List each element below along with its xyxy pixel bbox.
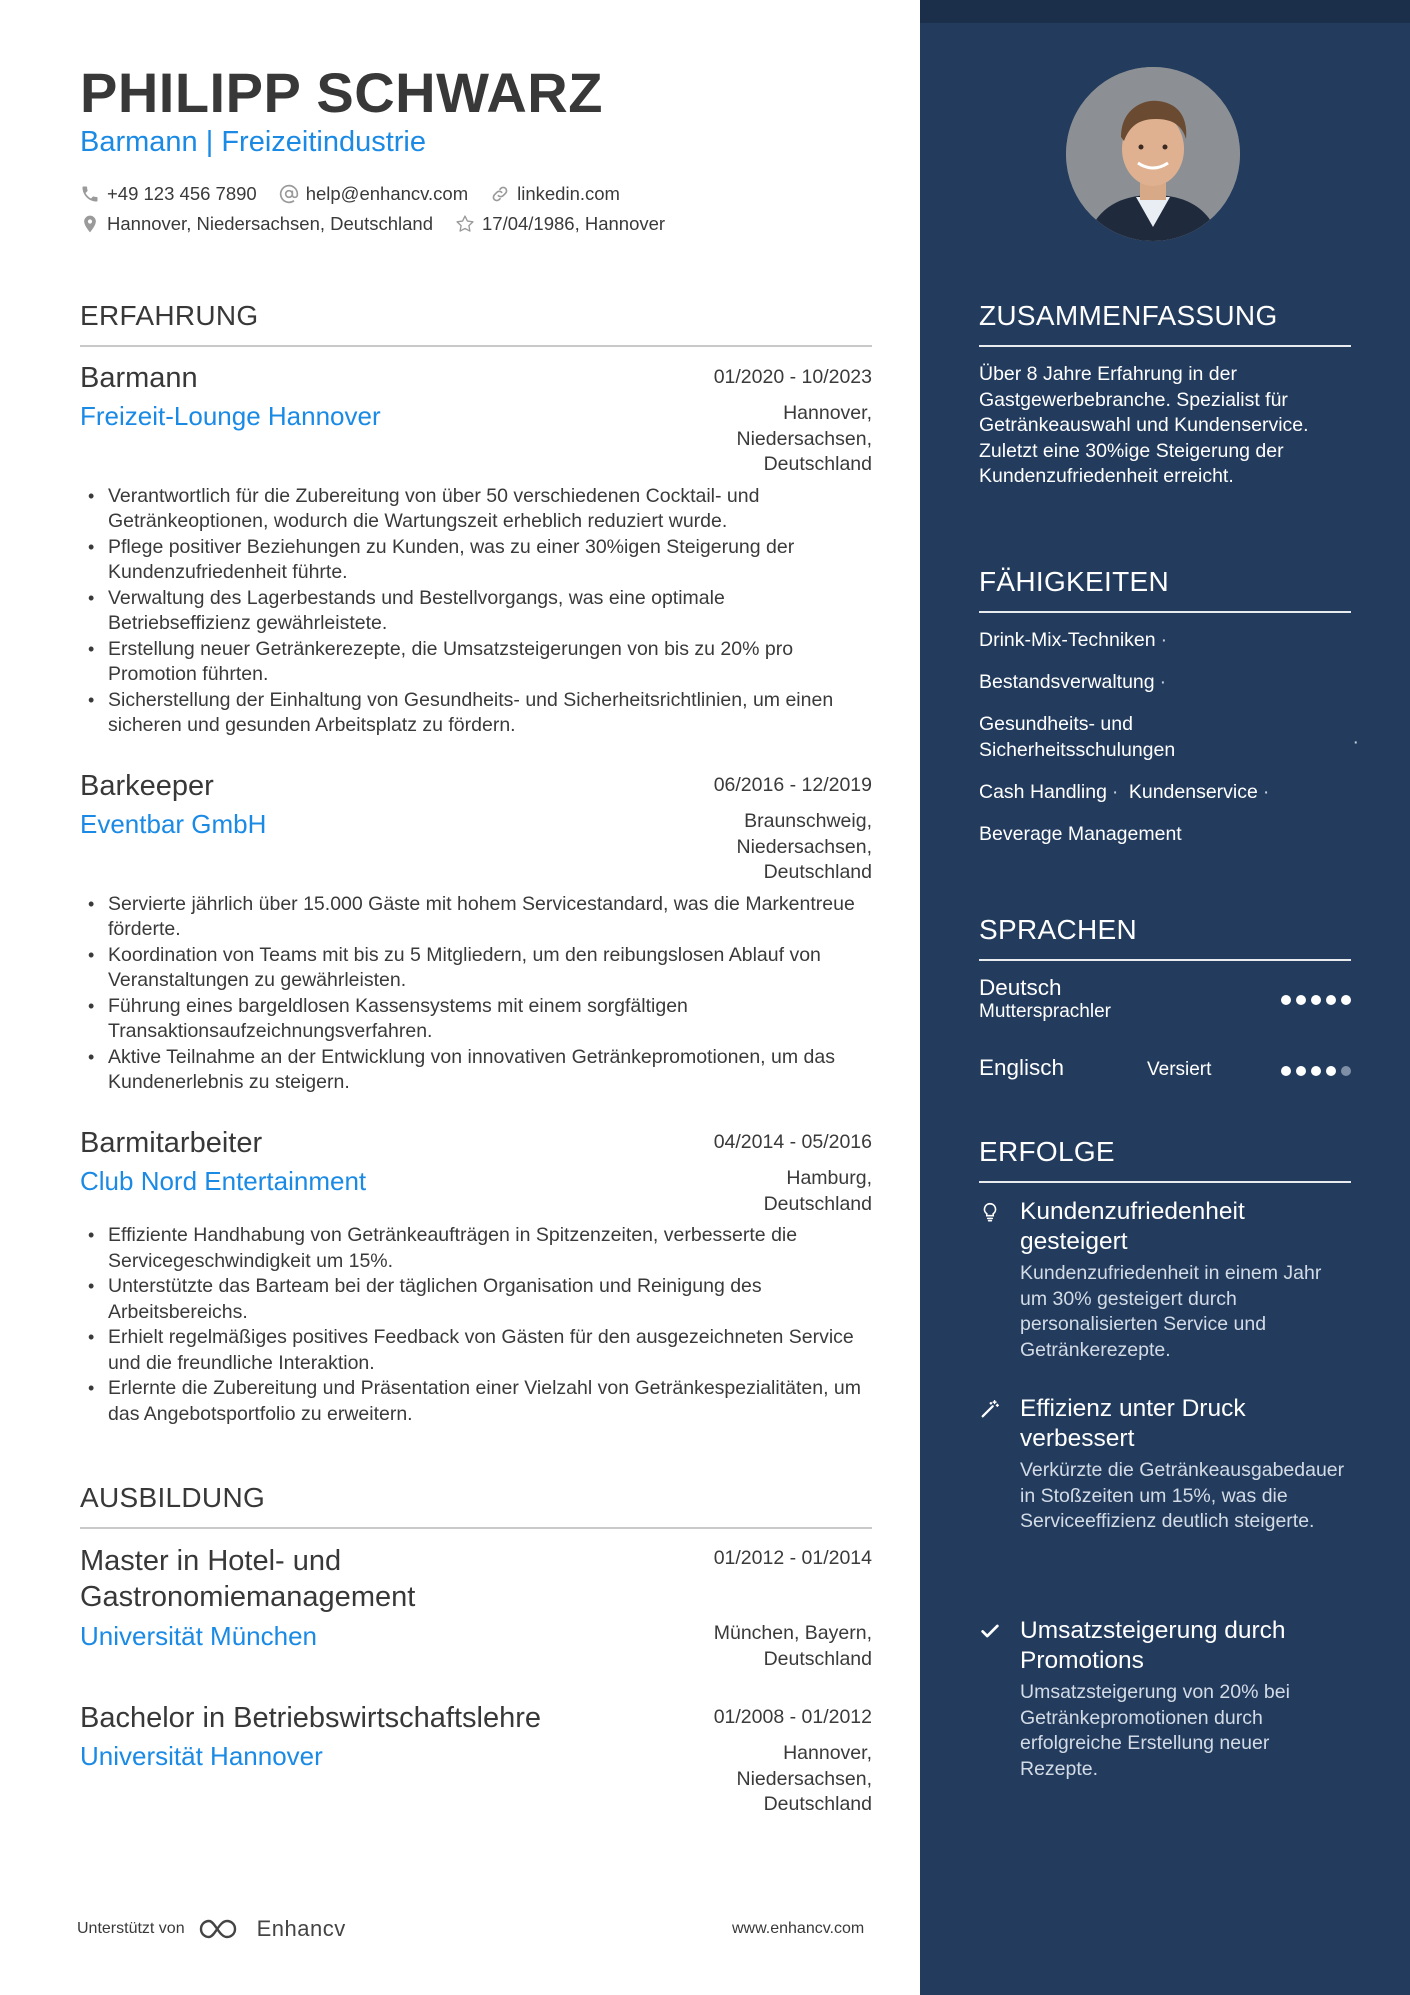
at-icon	[279, 184, 299, 204]
job-role: Barmann	[80, 362, 198, 394]
bullet-item: • Verwaltung des Lagerbestands und Bestellvorgangs, was eine optimale Betriebseffizienz gewährleistete.	[80, 586, 872, 637]
section-divider	[979, 611, 1351, 613]
job-bullets	[80, 484, 872, 739]
sidebar-top-bar	[920, 0, 1410, 23]
summary-text: Über 8 Jahre Erfahrung in der Gastgewerbebranche. Spezialist für Getränkeauswahl und Kundenservice. Zuletzt eine 30%ige Steigerung der Kundenzufriedenheit erreicht.	[979, 363, 1309, 487]
bullet-item: • Pflege positiver Beziehungen zu Kunden, was zu einer 30%igen Steigerung der Kundenzufriedenheit führte.	[80, 535, 872, 586]
achievement-text: Verkürzte die Getränkeausgabedauer in Stoßzeiten um 15%, was die Serviceeffizienz deutlich steigerte.	[1020, 1459, 1345, 1532]
job-date: 01/2020 - 10/2023	[713, 366, 872, 388]
achievement-text: Kundenzufriedenheit in einem Jahr um 30% gesteigert durch personalisierten Service und Getränkerezepte.	[1020, 1262, 1322, 1361]
section-title-achievements: ERFOLGE	[979, 1136, 1115, 1167]
rating-dot	[1326, 995, 1336, 1005]
link-icon	[490, 184, 510, 204]
language-rating	[1281, 1066, 1351, 1076]
sidebar	[920, 0, 1410, 1995]
bullet-item: • Verantwortlich für die Zubereitung von über 50 verschiedenen Cocktail- und Getränkeoptionen, wodurch die Wartungszeit erheblich reduziert wurde.	[80, 484, 872, 535]
rating-dot	[1311, 995, 1321, 1005]
phone-item	[80, 183, 257, 205]
section-divider	[979, 1181, 1351, 1183]
bullet-item: • Sicherstellung der Einhaltung von Gesundheits- und Sicherheitsrichtlinien, um einen sicheren und gesunden Arbeitsplatz zu fördern.	[80, 688, 872, 739]
bullet-item: • Erhielt regelmäßiges positives Feedback von Gästen für den ausgezeichneten Service und die freundliche Interaktion.	[80, 1325, 872, 1376]
bullet-item: • Servierte jährlich über 15.000 Gäste mit hohem Servicestandard, was die Markentreue förderte.	[80, 892, 872, 943]
star-icon	[455, 214, 475, 234]
skill-label: Drink-Mix-Techniken	[979, 629, 1156, 651]
job-entry	[80, 362, 872, 739]
achievement-title: Umsatzsteigerung durch Promotions	[1020, 1617, 1286, 1674]
skill-separator: ·	[1159, 671, 1167, 693]
section-title-experience: ERFAHRUNG	[80, 300, 259, 331]
language-name: Deutsch	[979, 975, 1062, 1000]
rating-dot	[1296, 1066, 1306, 1076]
rating-dot	[1341, 995, 1351, 1005]
achievement-item	[979, 1197, 1351, 1363]
school-location: München, Bayern, Deutschland	[713, 1622, 872, 1670]
brand-name: Enhancv	[256, 1916, 346, 1941]
skill-label: Gesundheits- und Sicherheitsschulungen	[979, 713, 1176, 761]
section-divider	[979, 345, 1351, 347]
skill-label: Bestandsverwaltung	[979, 671, 1155, 693]
job-date: 04/2014 - 05/2016	[713, 1131, 872, 1153]
bullet-item: • Aktive Teilnahme an der Entwicklung von innovativen Getränkepromotionen, um das Kundenerlebnis zu steigern.	[80, 1045, 872, 1096]
section-title-skills: FÄHIGKEITEN	[979, 566, 1169, 597]
avatar	[1066, 67, 1240, 241]
skill-item	[979, 711, 1359, 763]
skill-label: Beverage Management	[979, 823, 1182, 845]
school-location: Hannover, Niedersachsen, Deutschland	[736, 1742, 872, 1815]
footer-branding	[77, 1916, 346, 1942]
skill-item	[979, 779, 1351, 805]
job-location: Hannover, Niedersachsen, Deutschland	[736, 402, 872, 475]
bullet-item: • Führung eines bargeldlosen Kassensystems mit einem sorgfältigen Transaktionsaufzeichnungsverfahren.	[80, 994, 872, 1045]
degree-title: Bachelor in Betriebswirtschaftslehre	[80, 1702, 541, 1734]
bullet-item: • Erlernte die Zubereitung und Präsentation einer Vielzahl von Getränkespezialitäten, um das Angebotsportfolio zu erweitern.	[80, 1376, 872, 1427]
location-pin-icon	[80, 214, 100, 234]
job-bullets	[80, 1223, 872, 1427]
education-date: 01/2008 - 01/2012	[713, 1706, 872, 1728]
link-text[interactable]: linkedin.com	[517, 183, 620, 204]
rating-dot	[1281, 995, 1291, 1005]
school-name: Universität Hannover	[80, 1741, 323, 1771]
education-date: 01/2012 - 01/2014	[713, 1547, 872, 1569]
education-entry	[80, 1702, 872, 1818]
contact-row	[80, 183, 620, 205]
skill-label: Cash Handling	[979, 781, 1107, 803]
section-divider	[80, 345, 872, 347]
rating-dot	[1281, 1066, 1291, 1076]
achievement-item	[979, 1616, 1351, 1782]
job-role: Barmitarbeiter	[80, 1127, 263, 1159]
section-title-summary: ZUSAMMENFASSUNG	[979, 300, 1278, 331]
language-level: Versiert	[1147, 1059, 1212, 1080]
skill-item	[979, 821, 1351, 847]
rating-dot	[1341, 1066, 1351, 1076]
job-location: Braunschweig, Niedersachsen, Deutschland	[736, 810, 872, 883]
language-name: Englisch	[979, 1055, 1065, 1080]
candidate-title: Barmann | Freizeitindustrie	[80, 126, 427, 158]
email-text[interactable]: help@enhancv.com	[305, 183, 469, 204]
section-title-languages: SPRACHEN	[979, 914, 1137, 945]
contact-row-2	[80, 213, 665, 235]
location-text: Hannover, Niedersachsen, Deutschland	[107, 213, 433, 234]
school-name: Universität München	[80, 1621, 317, 1651]
skill-separator: ·	[1111, 781, 1119, 803]
education-entry	[80, 1543, 872, 1672]
section-title-education: AUSBILDUNG	[80, 1482, 266, 1513]
degree-title: Master in Hotel- und Gastronomiemanagement	[80, 1545, 416, 1613]
section-divider	[979, 959, 1351, 961]
magic-wand-icon	[979, 1398, 1001, 1420]
language-rating	[1281, 995, 1351, 1005]
rating-dot	[1311, 1066, 1321, 1076]
job-company: Club Nord Entertainment	[80, 1166, 367, 1196]
rating-dot	[1296, 995, 1306, 1005]
phone-text: +49 123 456 7890	[107, 183, 257, 204]
job-company: Freizeit-Lounge Hannover	[80, 401, 381, 431]
powered-by-text: Unterstützt von	[77, 1920, 185, 1937]
location-item	[80, 213, 433, 235]
job-company: Eventbar GmbH	[80, 809, 267, 839]
lightbulb-icon	[979, 1201, 1001, 1223]
language-level: Muttersprachler	[979, 1001, 1111, 1022]
language-item	[979, 975, 1351, 1033]
job-role: Barkeeper	[80, 770, 214, 802]
language-item	[979, 1055, 1351, 1089]
birth-item	[455, 213, 665, 235]
section-divider	[80, 1527, 872, 1529]
footer-url[interactable]: www.enhancv.com	[732, 1920, 865, 1937]
skill-item	[979, 669, 1351, 695]
job-bullets	[80, 892, 872, 1096]
rating-dot	[1326, 1066, 1336, 1076]
job-entry	[80, 1127, 872, 1427]
achievement-item	[979, 1394, 1351, 1535]
skill-separator: ·	[1160, 629, 1168, 651]
skill-item	[979, 627, 1351, 653]
bullet-item: • Unterstützte das Barteam bei der täglichen Organisation und Reinigung des Arbeitsbereichs.	[80, 1274, 872, 1325]
bullet-item: • Koordination von Teams mit bis zu 5 Mitgliedern, um den reibungslosen Ablauf von Veranstaltungen zu gewährleisten.	[80, 943, 872, 994]
skill-label: Kundenservice	[1128, 781, 1258, 803]
link-item[interactable]	[490, 183, 620, 205]
checkmark-icon	[979, 1620, 1001, 1642]
birth-text: 17/04/1986, Hannover	[482, 213, 666, 234]
achievement-title: Effizienz unter Druck verbessert	[1020, 1395, 1246, 1452]
email-item[interactable]	[279, 183, 468, 205]
bullet-item: • Erstellung neuer Getränkerezepte, die Umsatzsteigerungen von bis zu 20% pro Promotion führten.	[80, 637, 872, 688]
bullet-item: • Effiziente Handhabung von Getränkeaufträgen in Spitzenzeiten, verbesserte die Servicegeschwindigkeit um 15%.	[80, 1223, 872, 1274]
achievement-text: Umsatzsteigerung von 20% bei Getränkepromotionen durch erfolgreiche Erstellung neuer Rezepte.	[1020, 1681, 1290, 1780]
skill-separator: ·	[1352, 731, 1359, 753]
phone-icon	[80, 184, 100, 204]
candidate-name: PHILIPP SCHWARZ	[80, 61, 603, 124]
portrait-image	[1066, 67, 1240, 241]
skill-separator: ·	[1262, 781, 1270, 803]
job-entry	[80, 770, 872, 1096]
enhancv-logo-icon	[197, 1916, 245, 1942]
job-date: 06/2016 - 12/2019	[713, 774, 872, 796]
job-location: Hamburg, Deutschland	[763, 1167, 872, 1215]
achievement-title: Kundenzufriedenheit gesteigert	[1020, 1198, 1245, 1255]
